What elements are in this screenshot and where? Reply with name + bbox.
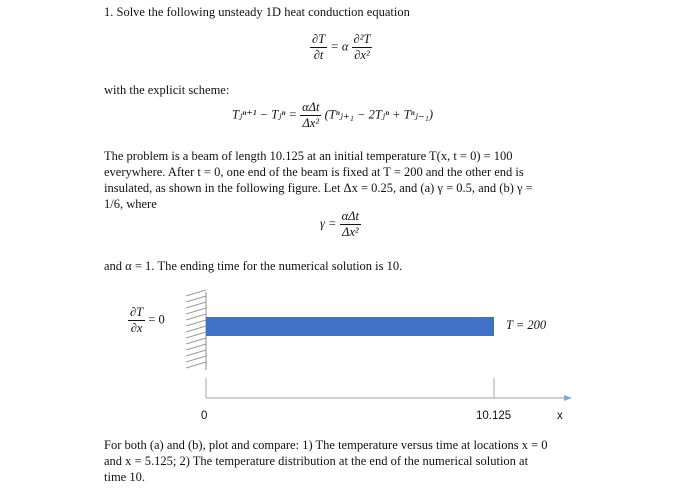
closing-paragraph	[104, 437, 604, 485]
x-axis-arrow-icon	[564, 395, 572, 401]
gamma-den: Δx²	[341, 225, 359, 239]
axis-x-label: x	[557, 410, 563, 422]
description-line: 1/6, where	[104, 197, 157, 211]
description-line: everywhere. After t = 0, one end of the beam is fixed at T = 200 and the other end is	[104, 165, 524, 179]
closing-line: and x = 5.125; 2) The temperature distribution at the end of the numerical solution at	[104, 454, 529, 468]
right-boundary-condition	[506, 318, 546, 333]
description-line: The problem is a beam of length 10.125 at an initial temperature T(x, t = 0) = 100	[104, 149, 513, 163]
pde-lhs-den: ∂t	[313, 48, 324, 62]
x-axis	[206, 378, 566, 398]
bc-left-num: ∂T	[130, 305, 144, 319]
beam	[206, 317, 494, 336]
pde-rhs-num: ∂²T	[353, 32, 371, 46]
gamma-num: αΔt	[341, 209, 359, 223]
pde-lhs-num: ∂T	[312, 32, 326, 46]
bc-left-value: = 0	[148, 312, 165, 327]
axis-start-label: 0	[201, 410, 208, 422]
pde-equals: =	[330, 39, 339, 54]
axis-end-label: 10.125	[476, 410, 512, 422]
pde-rhs-den: ∂x²	[354, 48, 370, 62]
scheme-intro: with the explicit scheme:	[104, 83, 230, 97]
gamma-lhs: γ =	[320, 216, 337, 231]
closing-line: For both (a) and (b), plot and compare: 1) The temperature versus time at locations x = 0	[104, 438, 548, 452]
description-line: insulated, as shown in the following figure. Let Δx = 0.25, and (a) γ = 0.5, and (b) γ =	[104, 181, 533, 195]
problem-title: 1. Solve the following unsteady 1D heat conduction equation	[104, 5, 410, 19]
bc-right-text: T = 200	[506, 318, 547, 332]
bc-left-den: ∂x	[130, 321, 143, 335]
alpha-line: and α = 1. The ending time for the numerical solution is 10.	[104, 259, 403, 273]
closing-line: time 10.	[104, 470, 145, 484]
scheme-rhs: (Tⁿⱼ₊₁ − 2Tⱼⁿ + Tⁿⱼ₋₁)	[324, 107, 434, 122]
scheme-lhs: Tⱼⁿ⁺¹ − Tⱼⁿ =	[232, 107, 297, 122]
insulated-wall	[186, 290, 206, 370]
scheme-coef-den: Δx²	[302, 116, 320, 130]
scheme-coef-num: αΔt	[302, 100, 320, 114]
pde-alpha: α	[341, 39, 349, 54]
